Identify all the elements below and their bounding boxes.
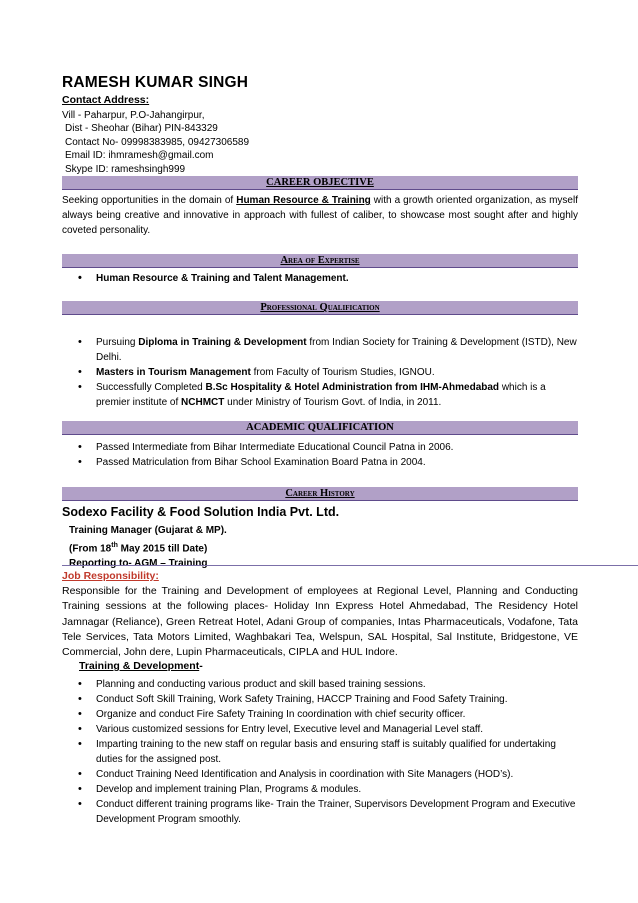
list-item-text: Imparting training to the new staff on regular basis and ensuring staff is suitably qualified for undertaking duties for the assigned post. bbox=[96, 739, 556, 765]
bullet-icon: • bbox=[78, 768, 82, 780]
role-reporting: Reporting to- AGM – Training bbox=[69, 558, 208, 570]
job-responsibility-text: Responsible for the Training and Development of employees at Regional Level, Planning and Conducting Training sessions at the following places- Holiday Inn Express Hotel Ahmedabad, The Residency Hotel Jamnagar (Reliance), Green Retreat Hotel, Adani Group of companies, Intas Pharmaceuticals, Vodafone, Tata Tele Services, Tata Motors Limited, Waghbakari Tea, Welspun, SAL Hospital, Sal Institute, Bridgestone, VE Commercial, John dere, Lupin Pharmaceuticals, CIPLA and HUL Indore. bbox=[62, 585, 578, 659]
list-item-text: from Faculty of Tourism Studies, IGNOU. bbox=[250, 367, 435, 378]
list-item-text: Organize and conduct Fire Safety Training In coordination with chief security officer. bbox=[96, 709, 466, 720]
list-item-text: which is a premier institute of bbox=[96, 382, 546, 408]
training-development-title: Training & Development bbox=[79, 660, 200, 672]
training-development-suffix: - bbox=[199, 660, 203, 672]
list-item-text: Planning and conducting various product and skill based training sessions. bbox=[96, 679, 426, 690]
section-heading: ACADEMIC QUALIFICATION bbox=[246, 422, 394, 433]
bullet-icon: • bbox=[78, 272, 82, 284]
professional-list bbox=[62, 335, 578, 410]
list-item-text: under Ministry of Tourism Govt. of India, in 2011. bbox=[224, 397, 442, 408]
section-heading: CAREER OBJECTIVE bbox=[266, 177, 374, 188]
list-item-text: Develop and implement training Plan, Programs & modules. bbox=[96, 784, 362, 795]
objective-text bbox=[62, 193, 578, 239]
bullet-icon: • bbox=[78, 678, 82, 690]
section-bar-career-history bbox=[62, 487, 578, 501]
list-item bbox=[62, 677, 578, 692]
section-bar-professional bbox=[62, 301, 578, 315]
section-bar-career-objective bbox=[62, 176, 578, 190]
list-item-text: Passed Matriculation from Bihar School Examination Board Patna in 2004. bbox=[96, 457, 426, 468]
list-item bbox=[62, 707, 578, 722]
list-item-text: Conduct Soft Skill Training, Work Safety Training, HACCP Training and Food Safety Training. bbox=[96, 694, 508, 705]
contact-line: Email ID: ihmramesh@gmail.com bbox=[65, 150, 214, 162]
bullet-icon: • bbox=[78, 798, 82, 810]
list-item bbox=[62, 767, 578, 782]
objective-highlight: Human Resource & Training bbox=[236, 195, 371, 206]
list-item bbox=[62, 797, 578, 827]
section-heading: Area of Expertise bbox=[280, 255, 360, 266]
bullet-icon: • bbox=[78, 336, 82, 348]
contact-block bbox=[62, 109, 249, 176]
list-item bbox=[62, 455, 578, 470]
list-item-text: Conduct Training Need Identification and Analysis in coordination with Site Managers (HOD’s). bbox=[96, 769, 514, 780]
role-dates-text: May 2015 till Date) bbox=[117, 543, 208, 555]
objective-text-part: Seeking opportunities in the domain of bbox=[62, 195, 237, 206]
list-item-text: Successfully Completed bbox=[96, 382, 206, 393]
list-item-text: Passed Intermediate from Bihar Intermediate Educational Council Patna in 2006. bbox=[96, 442, 454, 453]
list-item-text: Various customized sessions for Entry level, Executive level and Managerial Level staff. bbox=[96, 724, 484, 735]
contact-heading: Contact Address: bbox=[62, 94, 150, 106]
role-dates-text: (From 18 bbox=[69, 543, 112, 555]
bullet-icon: • bbox=[78, 441, 82, 453]
section-bar-expertise bbox=[62, 254, 578, 268]
section-bar-academic bbox=[62, 421, 578, 435]
contact-line: Contact No- 09998383985, 09427306589 bbox=[65, 136, 250, 148]
list-item bbox=[62, 335, 578, 365]
list-item bbox=[62, 782, 578, 797]
divider bbox=[62, 565, 638, 566]
list-item-bold: Diploma in Training & Development bbox=[138, 337, 307, 348]
role-title: Training Manager (Gujarat & MP). bbox=[69, 525, 227, 536]
expertise-list bbox=[62, 271, 578, 286]
role-dates bbox=[69, 538, 227, 556]
list-item-bold: NCHMCT bbox=[181, 397, 225, 408]
list-item bbox=[62, 722, 578, 737]
objective-text-part: with a growth oriented organization, as myself always being creative and innovative in approach with fullest of caliber, to showcase most sought after and highly coveted personality. bbox=[62, 195, 578, 237]
bullet-icon: • bbox=[78, 783, 82, 795]
contact-line: Skype ID: rameshsingh999 bbox=[65, 163, 186, 175]
job-responsibility-heading: Job Responsibility: bbox=[62, 570, 159, 582]
training-development-list bbox=[62, 677, 578, 827]
list-item bbox=[62, 440, 578, 455]
list-item bbox=[62, 365, 578, 380]
contact-line: Vill - Paharpur, P.O-Jahangirpur, bbox=[62, 110, 205, 121]
bullet-icon: • bbox=[78, 381, 82, 393]
bullet-icon: • bbox=[78, 738, 82, 750]
role-dates-sup: th bbox=[111, 542, 118, 549]
contact-line: Dist - Sheohar (Bihar) PIN-843329 bbox=[65, 123, 218, 135]
bullet-icon: • bbox=[78, 366, 82, 378]
bullet-icon: • bbox=[78, 723, 82, 735]
bullet-icon: • bbox=[78, 708, 82, 720]
candidate-name: RAMESH KUMAR SINGH bbox=[62, 74, 249, 91]
list-item bbox=[62, 737, 578, 767]
list-item-bold: Masters in Tourism Management bbox=[96, 367, 251, 378]
list-item bbox=[62, 271, 578, 286]
section-heading: Professional Qualification bbox=[260, 302, 380, 313]
list-item bbox=[62, 692, 578, 707]
academic-list bbox=[62, 440, 578, 470]
training-development-heading bbox=[79, 660, 203, 672]
company-name: Sodexo Facility & Food Solution India Pvt. Ltd. bbox=[62, 505, 340, 519]
section-heading: Career History bbox=[285, 488, 355, 499]
list-item bbox=[62, 380, 578, 410]
list-item-text: Human Resource & Training and Talent Management. bbox=[96, 273, 349, 284]
list-item-text: from Indian Society for Training & Development (ISTD), New Delhi. bbox=[96, 337, 577, 363]
bullet-icon: • bbox=[78, 456, 82, 468]
list-item-text: Pursuing bbox=[96, 337, 139, 348]
bullet-icon: • bbox=[78, 693, 82, 705]
list-item-bold: B.Sc Hospitality & Hotel Administration from IHM-Ahmedabad bbox=[205, 382, 500, 393]
list-item-text: Conduct different training programs like- Train the Trainer, Supervisors Development Program and Executive Development Program smoothly. bbox=[96, 799, 576, 825]
